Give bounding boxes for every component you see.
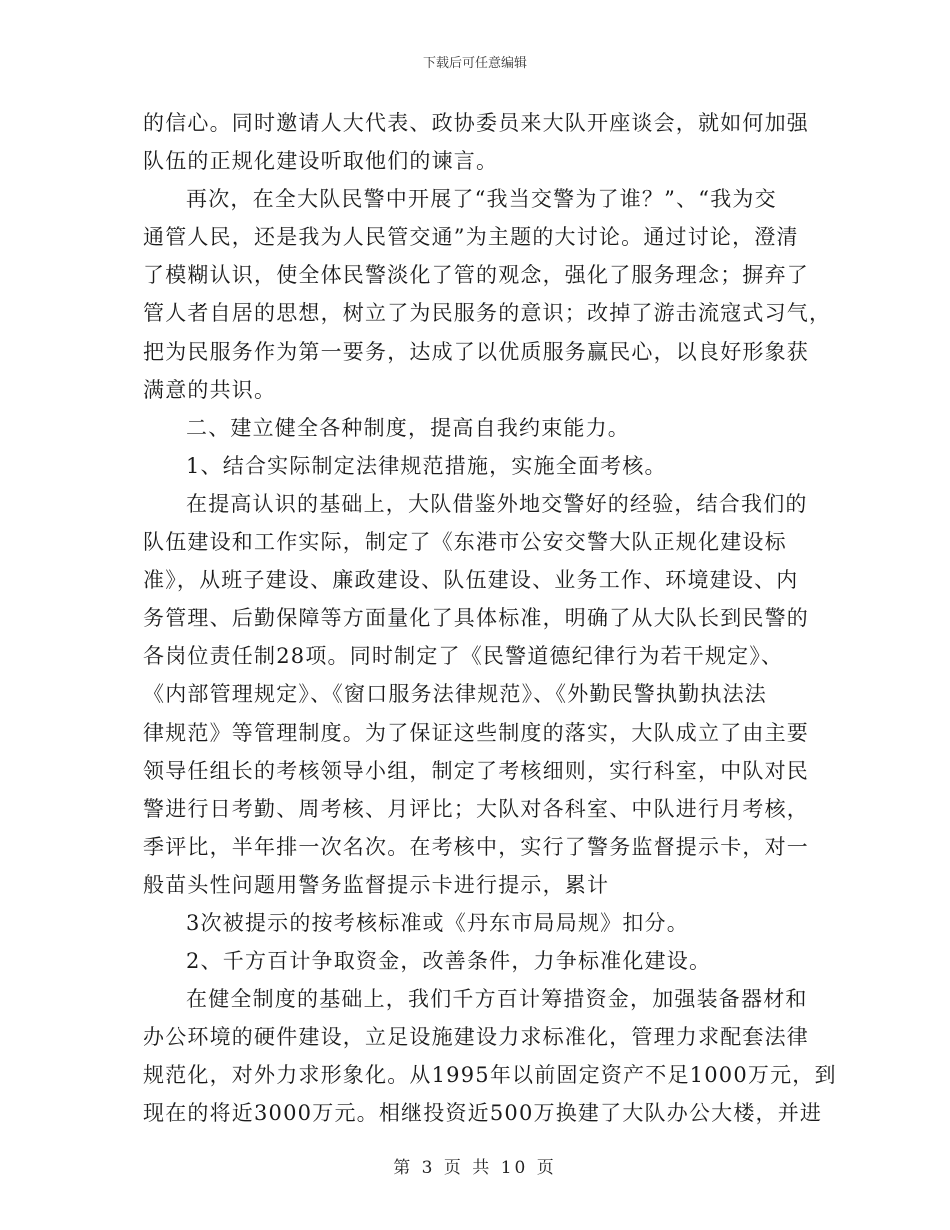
- text-line: 规范化，对外力求形象化。从1995年以前固定资产不足1000万元，到: [143, 1063, 837, 1088]
- page-header-note: 下载后可任意编辑: [422, 56, 527, 71]
- document-body: [143, 104, 837, 1133]
- text-line: 管人者自居的思想，树立了为民服务的意识；改掉了游击流寇式习气，: [143, 301, 832, 326]
- text-line: 务管理、后勤保障等方面量化了具体标准，明确了从大队长到民警的: [143, 606, 809, 631]
- text-line: 队伍的正规化建设听取他们的谏言。: [143, 149, 499, 174]
- text-line: 律规范》等管理制度。为了保证这些制度的落实，大队成立了由主要: [143, 720, 809, 745]
- text-line: 了模糊认识，使全体民警淡化了管的观念，强化了服务理念；摒弃了: [143, 263, 809, 288]
- text-line: 通管人民，还是我为人民管交通”为主题的大讨论。通过讨论，澄清: [143, 225, 799, 250]
- text-line: 各岗位责任制28项。同时制定了《民警道德纪律行为若干规定》、: [143, 644, 784, 669]
- text-line: 把为民服务作为第一要务，达成了以优质服务赢民心，以良好形象获: [143, 339, 809, 364]
- text-line: 再次，在全大队民警中开展了“我当交警为了谁？”、“我为交: [186, 187, 777, 212]
- text-line: 满意的共识。: [143, 377, 277, 402]
- text-line: 的信心。同时邀请人大代表、政协委员来大队开座谈会，就如何加强: [143, 111, 809, 135]
- text-line: 现在的将近3000万元。相继投资近500万换建了大队办公大楼，并进: [143, 1101, 823, 1126]
- text-line: 办公环境的硬件建设，立足设施建设力求标准化，管理力求配套法律: [143, 1025, 809, 1050]
- text-line: 二、建立健全各种制度，提高自我约束能力。: [186, 415, 630, 440]
- text-line: 季评比，半年排一次名次。在考核中，实行了警务监督提示卡，对一: [143, 834, 809, 859]
- text-line: 在健全制度的基础上，我们千方百计筹措资金，加强装备器材和: [186, 987, 808, 1012]
- text-line: 《内部管理规定》、《窗口服务法律规范》、《外勤民警执勤执法法: [143, 682, 767, 707]
- text-line: 3次被提示的按考核标准或《丹东市局局规》扣分。: [186, 910, 689, 935]
- text-line: 般苗头性问题用警务监督提示卡进行提示，累计: [143, 872, 610, 897]
- text-line: 1、结合实际制定法律规范措施，实施全面考核。: [186, 453, 667, 478]
- page-number-footer: 第 3 页 共 10 页: [393, 1158, 557, 1178]
- text-line: 领导任组长的考核领导小组，制定了考核细则，实行科室，中队对民: [143, 758, 809, 783]
- text-line: 2、千方百计争取资金，改善条件，力争标准化建设。: [186, 949, 712, 974]
- text-line: 准》，从班子建设、廉政建设、队伍建设、业务工作、环境建设、内: [143, 568, 799, 593]
- text-line: 警进行日考勤、周考核、月评比；大队对各科室、中队进行月考核，: [143, 796, 809, 821]
- text-line: 队伍建设和工作实际，制定了《东港市公安交警大队正规化建设标: [143, 530, 787, 555]
- text-line: 在提高认识的基础上，大队借鉴外地交警好的经验，结合我们的: [186, 491, 808, 516]
